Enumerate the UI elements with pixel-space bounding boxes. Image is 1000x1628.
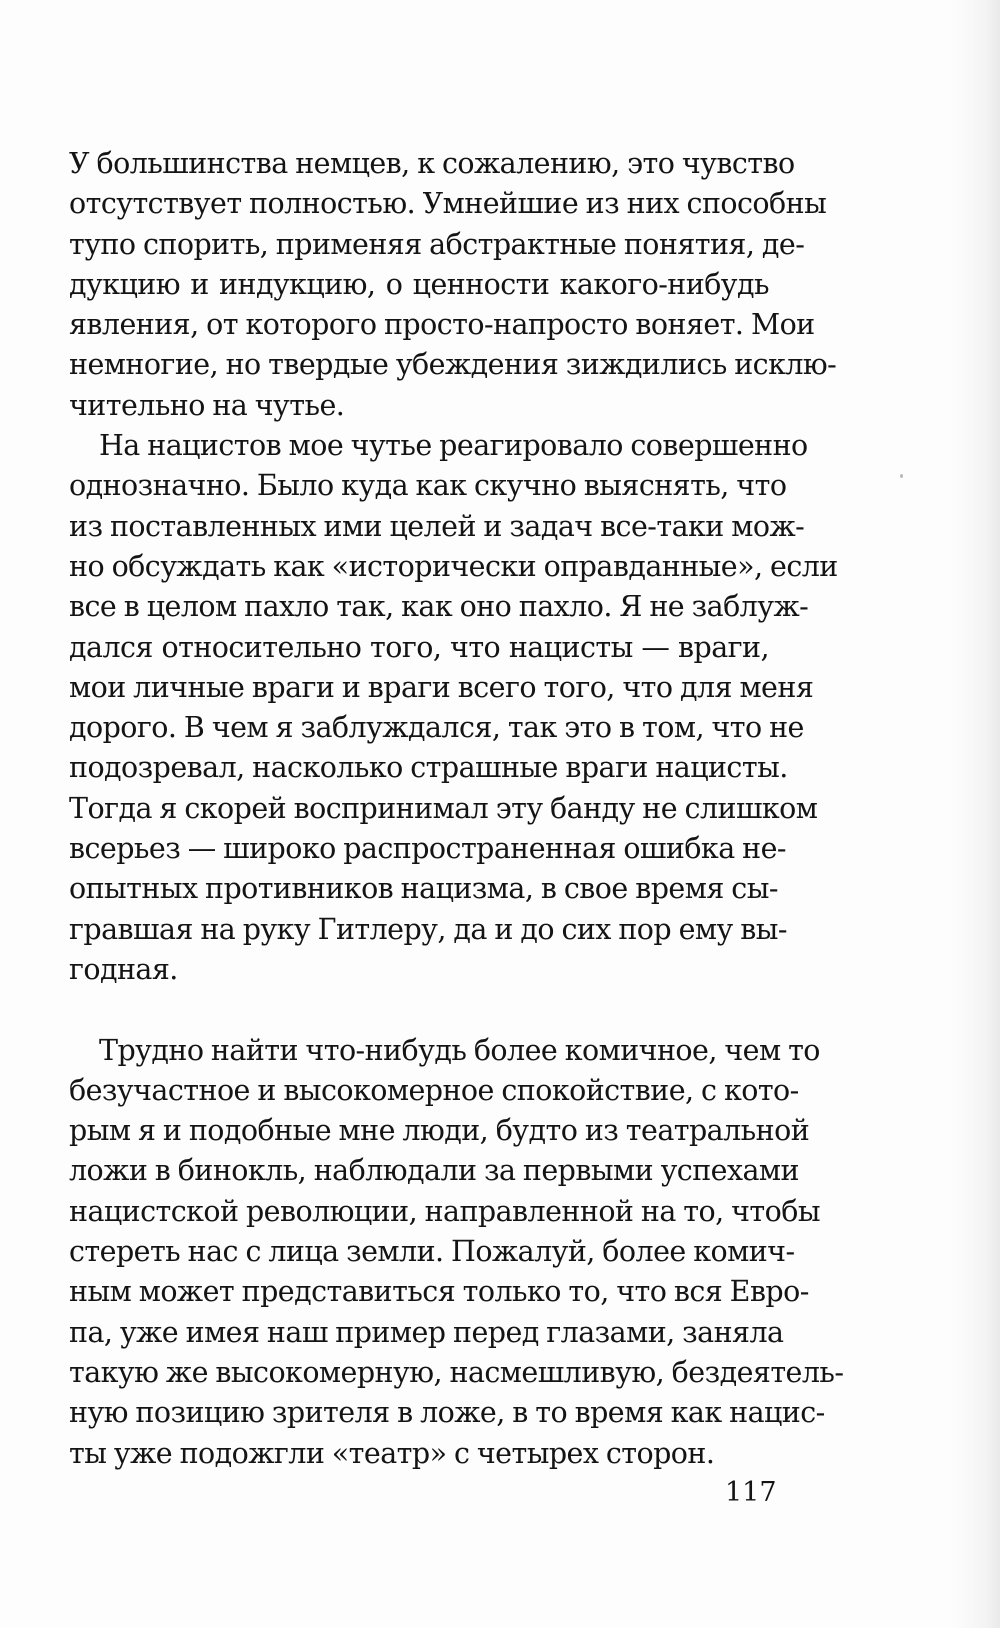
text-line: явления, от которого просто-напросто воняет. Мои [69,308,815,342]
text-line: тупо спорить, применяя абстрактные понятия, де- [69,227,805,261]
text-line: все в целом пахло так, как оно пахло. Я не заблуж- [69,590,809,624]
text-line: ным может представиться только то, что вся Евро- [69,1275,809,1309]
body-text [69,144,844,1474]
page-edge-shadow [952,0,1000,1628]
text-line: Тогда я скорей воспринимал эту банду не слишком [69,791,818,825]
text-line: из поставленных ими целей и задач все-таки мож- [69,509,805,543]
text-line: подозревал, насколько страшные враги нацисты. [69,751,788,785]
text-line: стереть нас с лица земли. Пожалуй, более комич- [69,1235,795,1269]
text-line: всерьез — широко распространенная ошибка не- [69,832,786,866]
scan-speck [900,474,903,478]
text-line: У большинства немцев, к сожалению, это чувство [69,147,795,180]
paragraph-3 [69,1031,844,1474]
page-number: 117 [725,1477,777,1508]
text-line: чительно на чутье. [69,388,345,422]
paragraph-1 [69,144,837,426]
text-line: Трудно найти что-нибудь более комичное, чем то [99,1033,820,1067]
text-line: па, уже имея наш пример перед глазами, заняла [69,1315,784,1349]
text-line: опытных противников нацизма, в свое время сы- [69,872,778,906]
paragraph-2 [69,426,838,1030]
text-line: годная. [69,952,178,986]
text-line: гравшая на руку Гитлеру, да и до сих пор ему вы- [69,912,787,946]
text-line: но обсуждать как «исторически оправданные», если [69,549,838,583]
text-line: дукцию и индукцию, о ценности какого-нибудь [69,267,769,301]
text-line: безучастное и высокомерное спокойствие, с кото- [69,1073,799,1107]
text-line: рым я и подобные мне люди, будто из театральной [69,1114,810,1148]
text-line: дался относительно того, что нацисты — враги, [69,630,769,664]
text-line: На нацистов мое чутье реагировало совершенно [99,429,808,463]
text-line: такую же высокомерную, насмешливую, бездеятель- [69,1355,844,1389]
text-line: мои личные враги и враги всего того, что для меня [69,670,814,704]
text-line [69,990,769,1030]
text-line: ложи в бинокль, наблюдали за первыми успехами [69,1154,799,1188]
text-line: однозначно. Было куда как скучно выяснять, что [69,469,787,503]
text-line: нацистской революции, направленной на то, чтобы [69,1194,820,1228]
text-line: ты уже подожгли «театр» с четырех сторон. [69,1436,715,1470]
text-line: дорого. В чем я заблуждался, так это в том, что не [69,711,804,745]
text-line: ную позицию зрителя в ложе, в то время как нацис- [69,1396,825,1430]
text-line: отсутствует полностью. Умнейшие из них способны [69,187,827,221]
text-line: немногие, но твердые убеждения зиждились исклю- [69,348,837,382]
